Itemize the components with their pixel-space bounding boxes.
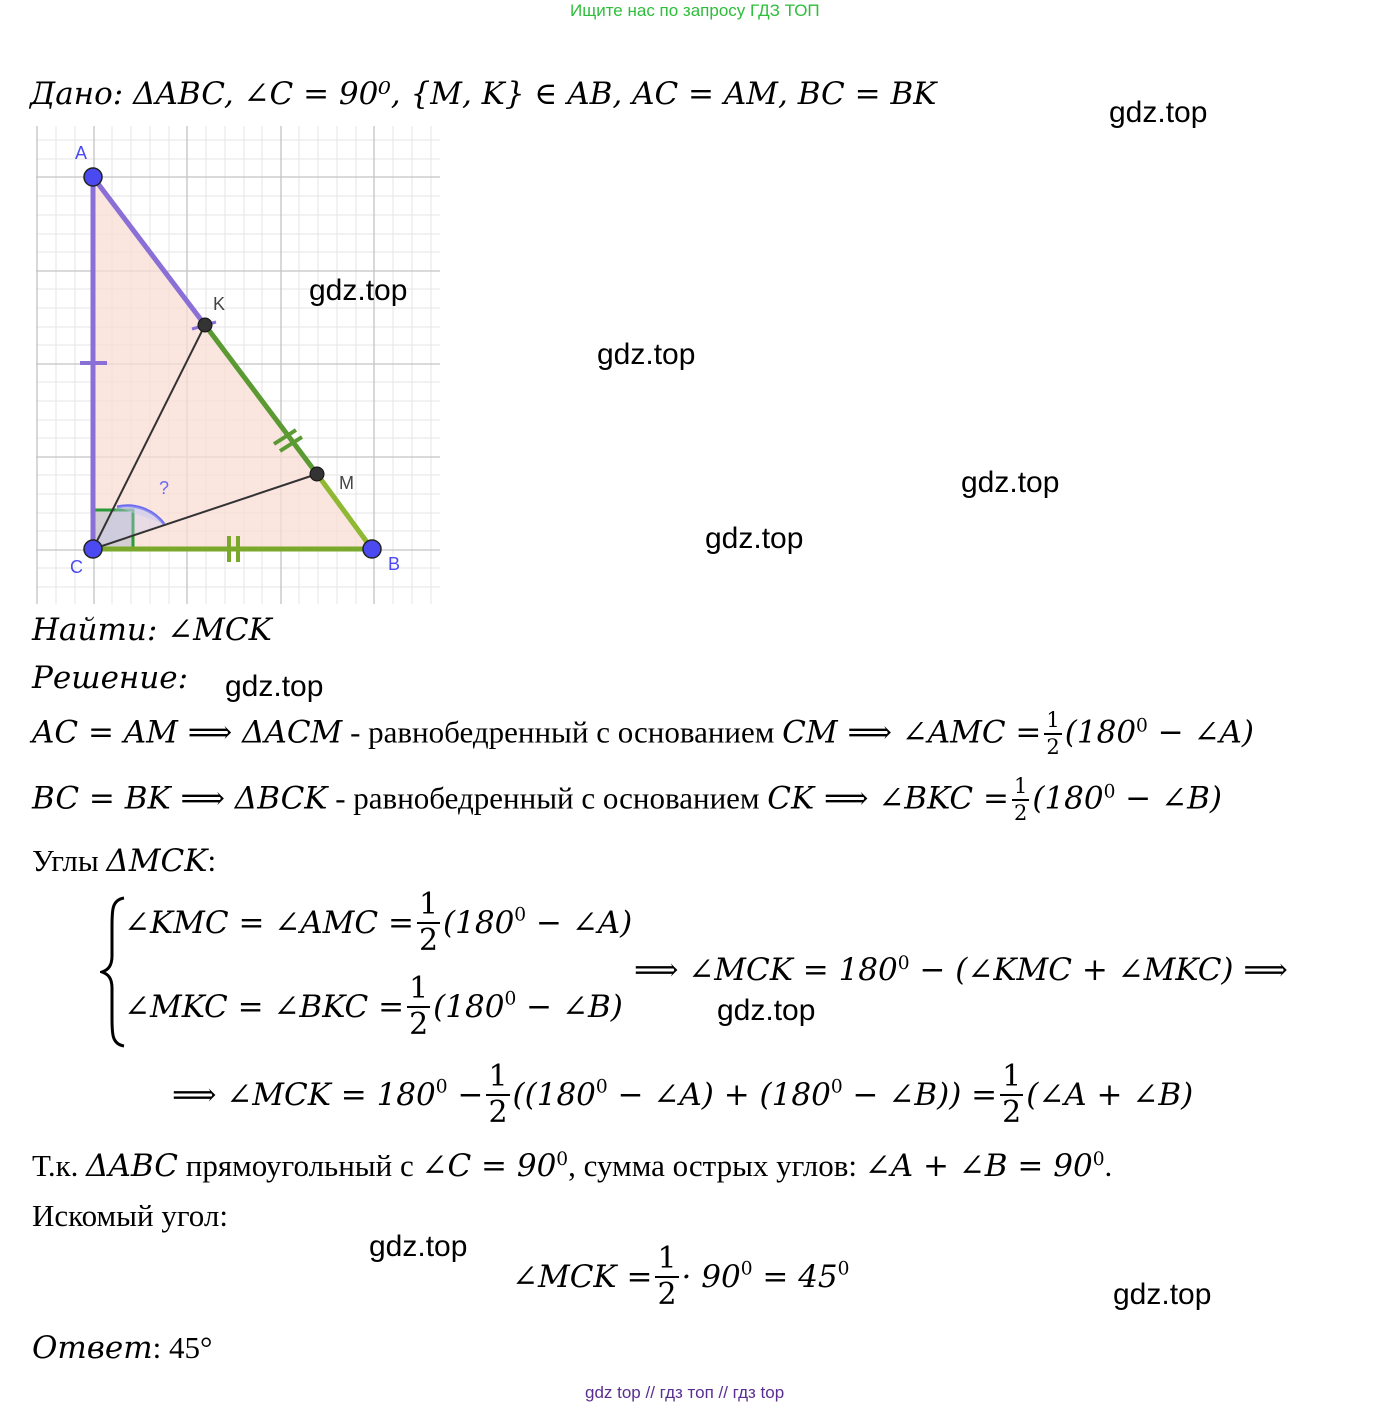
fraction: $\frac{1}{2}$ xyxy=(1013,774,1028,825)
bottom-banner: gdz top // гдз топ // гдз top xyxy=(585,1383,785,1402)
find-line xyxy=(32,612,272,648)
label-b: B xyxy=(388,554,401,574)
fraction: $\frac{1}{2}$ xyxy=(488,1059,508,1130)
find-text: : ∠MCK xyxy=(146,612,272,648)
given-line xyxy=(30,76,936,112)
l2-text: - равнобедренный с основанием xyxy=(327,780,768,816)
l1-expr2: CM ⟹ ∠AMC = xyxy=(782,714,1042,751)
l2-expr: BC = BK ⟹ ΔBCK xyxy=(32,780,328,817)
watermark: gdz.top xyxy=(1109,96,1208,129)
system-line-2: ∠MKC = ∠BKC = $\frac{1}{2}$ ($180^0$ − ∠B) xyxy=(124,971,623,1042)
l2-expr2: CK ⟹ ∠BKC = xyxy=(767,780,1009,817)
solution-line-5: ⟹ ∠MCK = $180^0$ − $\frac{1}{2}$ (($180^0$ − ∠A) + ($180^0$ − ∠B)) = $\frac{1}{2}$ (∠A + ∠B) xyxy=(172,1059,1194,1130)
answer-label: Ответ xyxy=(32,1330,153,1366)
label-k: K xyxy=(213,294,226,314)
l1-expr3: (180 xyxy=(1064,714,1137,751)
final-result: ∠MCK = $\frac{1}{2}$ · $90^0 = 45^0$ xyxy=(512,1241,850,1312)
watermark: gdz.top xyxy=(309,274,408,307)
point-a xyxy=(84,168,102,186)
watermark: gdz.top xyxy=(961,466,1060,499)
answer-value: : 45° xyxy=(152,1330,213,1365)
l2-expr4: − ∠B) xyxy=(1115,780,1222,817)
system-result: ⟹ ∠MCK = $180^0$ − (∠KMC + ∠MKC) ⟹ xyxy=(634,952,1288,988)
fraction: $\frac{1}{2}$ xyxy=(409,971,429,1042)
l1-text: - равнобедренный с основанием xyxy=(342,714,783,750)
label-a: A xyxy=(75,143,88,163)
solution-line-6: Т.к. ΔABC прямоугольный с ∠C = $90^0$, сумма острых углов: ∠A + ∠B = $90^0$. xyxy=(32,1148,1113,1184)
l1-expr4: − ∠A) xyxy=(1147,714,1255,751)
fraction: $\frac{1}{2}$ xyxy=(657,1241,677,1312)
watermark: gdz.top xyxy=(369,1230,468,1263)
system-line-1: ∠KMC = ∠AMC = $\frac{1}{2}$ ($180^0$ − ∠A) xyxy=(124,887,633,958)
top-banner: Ищите нас по запросу ГДЗ ТОП xyxy=(570,1,820,20)
solution-label: Решение: xyxy=(32,660,189,696)
triangle-figure xyxy=(36,126,440,604)
l2-expr3: (180 xyxy=(1032,780,1104,817)
l1-expr: AC = AM ⟹ ΔACM xyxy=(32,714,343,751)
answer-line xyxy=(32,1330,212,1366)
watermark: gdz.top xyxy=(1113,1278,1212,1311)
fraction: $\frac{1}{2}$ xyxy=(418,887,439,958)
point-m xyxy=(310,467,324,481)
angle-question: ? xyxy=(159,478,170,498)
label-m: M xyxy=(339,473,354,493)
angles-label: Углы ΔMCK: xyxy=(32,843,217,879)
fraction: $\frac{1}{2}$ xyxy=(1002,1059,1022,1130)
point-c xyxy=(84,540,102,558)
given-label: Дано xyxy=(30,76,113,112)
label-c: C xyxy=(70,557,83,577)
watermark: gdz.top xyxy=(717,994,816,1027)
fraction: $\frac{1}{2}$ xyxy=(1046,708,1060,759)
find-label: Найти xyxy=(32,612,147,648)
watermark: gdz.top xyxy=(705,522,804,555)
point-b xyxy=(363,540,381,558)
point-k xyxy=(198,318,212,332)
given-text: : ΔABC, ∠C = 90⁰, {M, K} ∈ AB, AC = AM, BC = BK xyxy=(112,76,937,112)
solution-line-7: Искомый угол: xyxy=(32,1198,228,1233)
watermark: gdz.top xyxy=(225,670,324,703)
solution-line-1: AC = AM ⟹ ΔACM - равнобедренный с основанием CM ⟹ ∠AMC = $\frac{1}{2}$ ($180^0$ − ∠A) xyxy=(32,708,1255,759)
watermark: gdz.top xyxy=(597,338,696,371)
solution-line-2: BC = BK ⟹ ΔBCK - равнобедренный с основанием CK ⟹ ∠BKC = $\frac{1}{2}$ ($180^0$ − ∠B) xyxy=(32,774,1222,825)
